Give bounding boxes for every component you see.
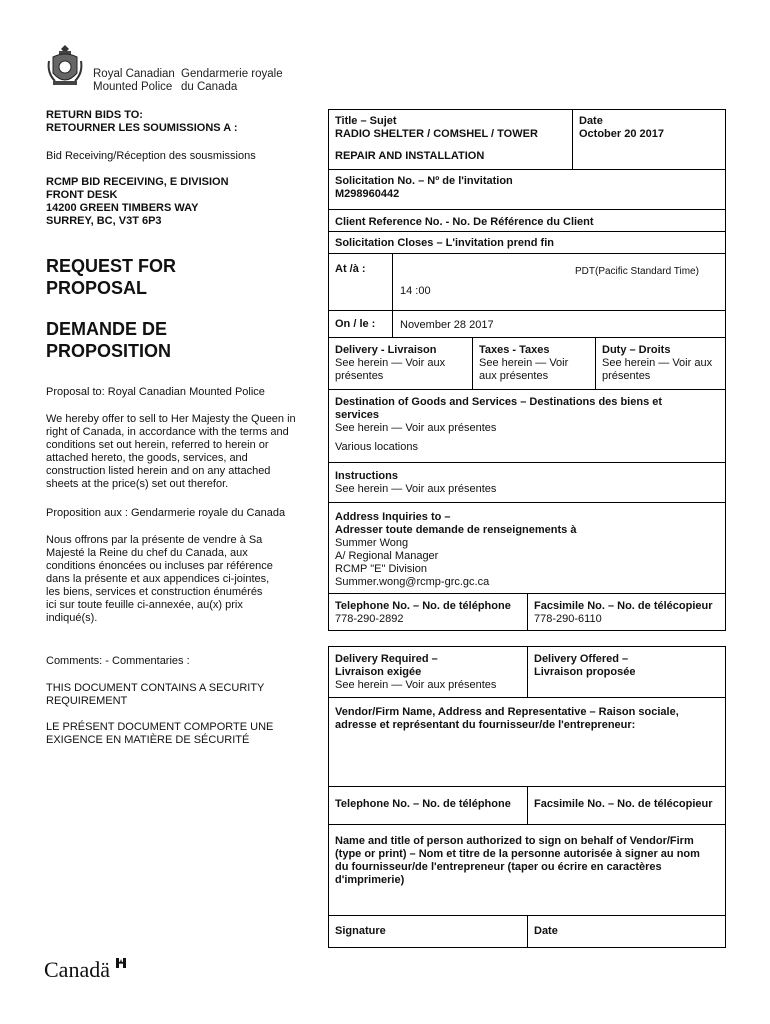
destination-locations: Various locations xyxy=(335,441,418,453)
instructions-cell xyxy=(330,467,724,499)
tel-cell xyxy=(330,597,526,629)
title-cell xyxy=(330,112,570,166)
instructions-label: Instructions xyxy=(335,470,398,482)
at-label: At /à : xyxy=(335,263,366,275)
date-cell xyxy=(574,112,724,144)
title-value-line1: RADIO SHELTER / COMSHEL / TOWER xyxy=(335,128,538,140)
offer-en-line: We hereby offer to sell to Her Majesty the Queen in xyxy=(46,413,296,425)
contact-division: RCMP "E" Division xyxy=(335,563,427,575)
rcmp-crest-icon xyxy=(45,43,85,89)
title-label: Title – Sujet xyxy=(335,115,397,127)
contact-email[interactable]: Summer.wong@rcmp-grc.gc.ca xyxy=(335,576,490,588)
dp-heading-line2: PROPOSITION xyxy=(46,341,172,361)
delivery-offered-2: Livraison proposée xyxy=(534,666,636,678)
rfp-heading-line2: PROPOSAL xyxy=(46,278,148,298)
tel-label: Telephone No. – No. de téléphone xyxy=(335,600,511,612)
address-line4: SURREY, BC, V3T 6P3 xyxy=(46,215,162,227)
instructions-value: See herein — Voir aux présentes xyxy=(335,483,497,495)
dp-heading-line1: DEMANDE DE xyxy=(46,319,168,339)
date-value: October 20 2017 xyxy=(579,128,664,140)
solicitation-cell xyxy=(330,172,720,204)
address-line1: RCMP BID RECEIVING, E DIVISION xyxy=(46,176,229,188)
inquiries-label-1: Address Inquiries to – xyxy=(335,511,451,523)
rfp-heading-line1: REQUEST FOR xyxy=(46,256,177,276)
agency-en-line1: Royal Canadian xyxy=(93,68,175,80)
time-value: 14 :00 xyxy=(400,285,431,297)
delivery-label: Delivery - Livraison xyxy=(335,344,437,356)
sign-label-2: (type or print) – Nom et titre de la personne autorisée à signer au nom xyxy=(335,848,700,860)
signature-field[interactable]: Signature xyxy=(335,925,386,937)
tel-value: 778-290-2892 xyxy=(335,613,404,625)
vendor-name-field[interactable] xyxy=(330,703,724,783)
inquiries-label-2: Adresser toute demande de renseignements à xyxy=(335,524,577,536)
sign-label-1: Name and title of person authorized to sign on behalf of Vendor/Firm xyxy=(335,835,694,847)
security-fr xyxy=(46,721,273,747)
vendor-label-1: Vendor/Firm Name, Address and Representative – Raison sociale, xyxy=(335,706,679,718)
delivery-required-2: Livraison exigée xyxy=(335,666,422,678)
fax-value: 778-290-6110 xyxy=(534,613,602,625)
inquiries-cell xyxy=(330,508,724,592)
canada-wordmark: Canadä xyxy=(44,957,110,982)
proposal-to: Proposal to: Royal Canadian Mounted Police xyxy=(46,386,265,398)
offer-fr xyxy=(46,534,273,625)
taxes-label: Taxes - Taxes xyxy=(479,344,550,356)
security-fr-line1: LE PRÉSENT DOCUMENT COMPORTE UNE xyxy=(46,721,274,733)
vendor-fax-field[interactable]: Facsimile No. – No. de télécopieur xyxy=(534,798,713,810)
client-ref-label: Client Reference No. - No. De Référence du Client xyxy=(335,216,594,228)
date-label: Date xyxy=(579,115,603,127)
offer-fr-line: indiqué(s). xyxy=(46,612,98,624)
offer-en xyxy=(46,413,296,491)
offer-fr-line: les biens, services et construction énumérés xyxy=(46,586,263,598)
offer-en-line: conditions set out herein, referred to herein or xyxy=(46,439,269,451)
delivery-required-1: Delivery Required – xyxy=(335,653,438,665)
taxes-value-2: aux présentes xyxy=(479,370,549,382)
offer-en-line: attached hereto, the goods, services, and xyxy=(46,452,248,464)
taxes-value-1: See herein — Voir xyxy=(479,357,569,369)
solicitation-value: M298960442 xyxy=(335,188,400,200)
offer-en-line: construction listed herein and on any attached xyxy=(46,465,271,477)
title-value-line2: REPAIR AND INSTALLATION xyxy=(335,150,485,162)
return-bids-fr-bold: RETOURNER LES SOUMISSIONS A : xyxy=(46,122,238,134)
agency-name-fr xyxy=(181,68,283,94)
vendor-label-2: adresse et représentant du fournisseur/de l'entrepreneur: xyxy=(335,719,636,731)
offer-fr-line: conditions énoncées ou incluses par référence xyxy=(46,560,273,572)
offer-fr-line: Majesté la Reine du chef du Canada, aux xyxy=(46,547,248,559)
security-en-line1: THIS DOCUMENT CONTAINS A SECURITY xyxy=(46,682,265,694)
on-label: On / le : xyxy=(335,318,376,330)
return-bids-fr xyxy=(46,122,238,135)
delivery-required-value: See herein — Voir aux présentes xyxy=(335,679,497,691)
signature-date-field[interactable]: Date xyxy=(534,925,558,937)
proposition-aux: Proposition aux : Gendarmerie royale du Canada xyxy=(46,507,286,519)
contact-name: Summer Wong xyxy=(335,537,409,549)
offer-en-line: right of Canada, in accordance with the terms and xyxy=(46,426,289,438)
taxes-cell xyxy=(474,341,594,386)
offer-en-line: sheets at the price(s) set out therefor. xyxy=(46,478,229,490)
duty-value-2: présentes xyxy=(602,370,651,382)
destination-label-2: services xyxy=(335,409,380,421)
delivery-offered-1: Delivery Offered – xyxy=(534,653,629,665)
authorized-person-field[interactable] xyxy=(330,832,724,912)
return-bids-en: RETURN BIDS TO: xyxy=(46,109,143,121)
destination-label-1: Destination of Goods and Services – Destinations des biens et xyxy=(335,396,663,408)
delivery-required-cell xyxy=(330,650,526,695)
destination-cell xyxy=(330,393,724,457)
delivery-value-2: présentes xyxy=(335,370,384,382)
canada-flag-icon xyxy=(116,958,126,968)
security-fr-line2: EXIGENCE EN MATIÈRE DE SÉCURITÉ xyxy=(46,734,250,746)
delivery-cell xyxy=(330,341,470,386)
offer-fr-line: dans la présente et aux appendices ci-jointes, xyxy=(46,573,270,585)
duty-cell xyxy=(597,341,725,386)
duty-value-1: See herein — Voir aux xyxy=(602,357,713,369)
timezone: PDT(Pacific Standard Time) xyxy=(575,266,699,277)
address-line2: FRONT DESK xyxy=(46,189,118,201)
agency-fr-line1: Gendarmerie royale xyxy=(181,68,283,80)
bid-receiving: Bid Receiving/Réception des sousmissions xyxy=(46,150,256,162)
comments: Comments: - Commentaries : xyxy=(46,655,190,667)
agency-en-line2: Mounted Police xyxy=(93,81,173,93)
on-value: November 28 2017 xyxy=(400,319,494,331)
agency-name-en xyxy=(93,68,175,94)
delivery-value-1: See herein — Voir aux xyxy=(335,357,446,369)
security-en-line2: REQUIREMENT xyxy=(46,695,128,707)
delivery-offered-cell[interactable] xyxy=(529,650,725,682)
contact-title: A/ Regional Manager xyxy=(335,550,439,562)
closes-label: Solicitation Closes – L'invitation prend fin xyxy=(335,237,554,249)
fax-cell xyxy=(529,597,725,629)
duty-label: Duty – Droits xyxy=(602,344,671,356)
offer-fr-line: Nous offrons par la présente de vendre à Sa xyxy=(46,534,263,546)
vendor-tel-field[interactable]: Telephone No. – No. de téléphone xyxy=(335,798,511,810)
address-line3: 14200 GREEN TIMBERS WAY xyxy=(46,202,199,214)
solicitation-label: Solicitation No. – Nº de l'invitation xyxy=(335,175,513,187)
sign-label-3: du fournisseur/de l'entrepreneur (taper ou écrire en caractères xyxy=(335,861,662,873)
security-en xyxy=(46,682,264,708)
sign-label-4: d'imprimerie) xyxy=(335,874,405,886)
agency-fr-line2: du Canada xyxy=(181,81,238,93)
destination-value: See herein — Voir aux présentes xyxy=(335,422,497,434)
fax-label: Facsimile No. – No. de télécopieur xyxy=(534,600,713,612)
offer-fr-line: ici sur toute feuille ci-annexée, au(x) prix xyxy=(46,599,243,611)
